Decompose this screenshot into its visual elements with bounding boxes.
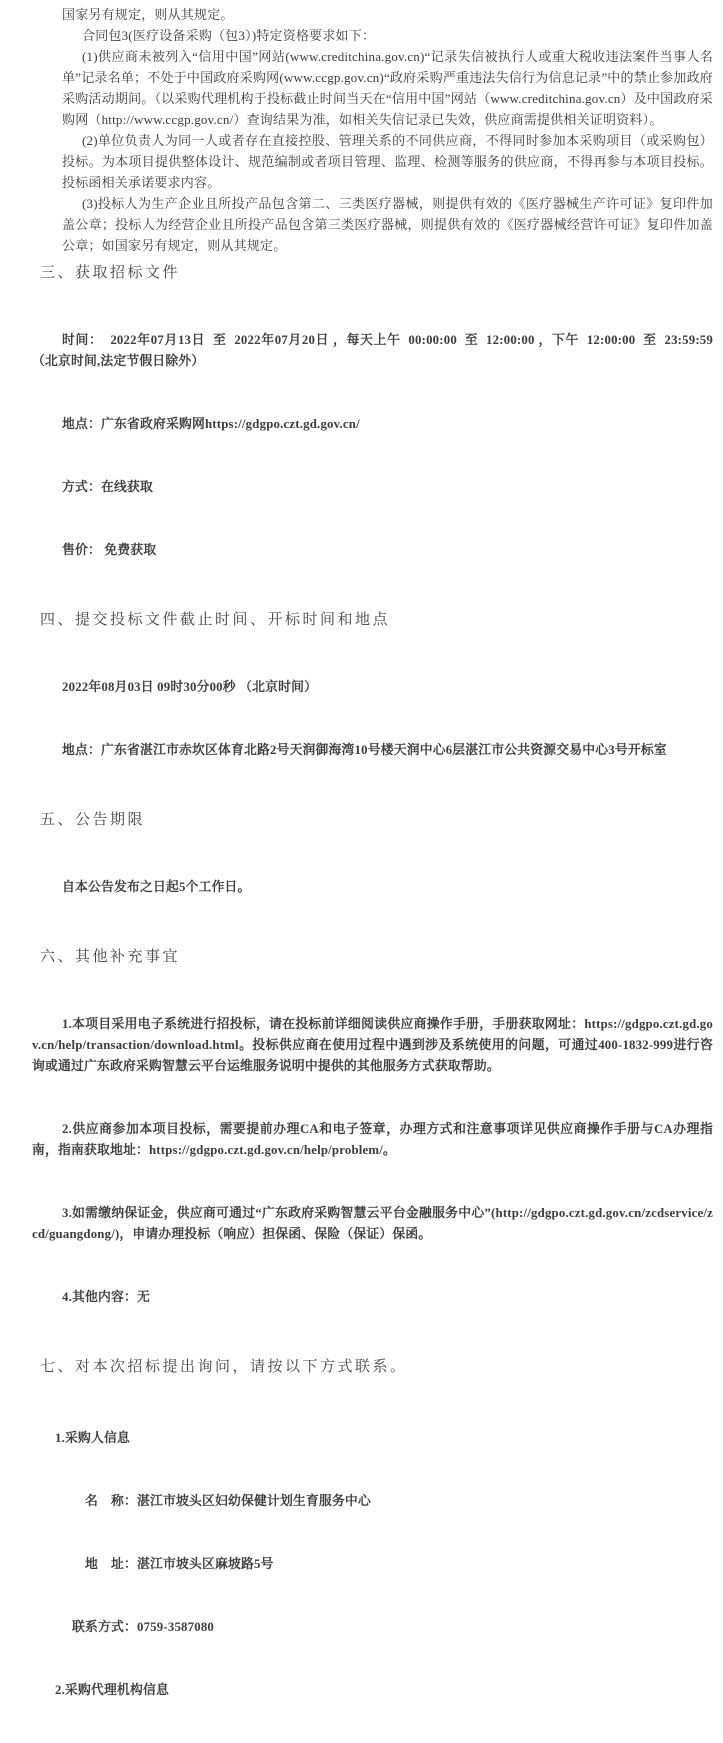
section-heading-obtain-bid-documents: 三、获取招标文件 bbox=[40, 265, 181, 281]
buyer-address-line: 地 址：湛江市坡头区麻坡路5号 bbox=[85, 1557, 274, 1571]
requirement-3-medical-device-license: (3)投标人为生产企业且所投产品包含第二、三类医疗器械，则提供有效的《医疗器械生产许可证》复印件加盖公章；投标人为经营企业且所投产品包含第三类医疗器械，则提供有效的《医疗器械经营许可证》复印件加盖公章；如国家另有规定，则从其规定。 bbox=[62, 196, 713, 253]
section-heading-announcement-period: 五、公告期限 bbox=[40, 812, 146, 828]
obtain-time-line: 时间： 2022年07月13日 至 2022年07月20日 ，每天上午 00:00:00 至 12:00:00 ，下午 12:00:00 至 23:59:59 （北京时间,法定节假日除外） bbox=[32, 333, 717, 368]
other-matters-item-2-ca: 2.供应商参加本项目投标，需要提前办理CA和电子签章，办理方式和注意事项详见供应商操作手册与CA办理指南，指南获取地址：https://gdgpo.czt.gd.gov.cn/help/problem/。 bbox=[32, 1122, 713, 1157]
bid-opening-place-line: 地点：广东省湛江市赤坎区体育北路2号天润御海湾10号楼天润中心6层湛江市公共资源交易中心3号开标室 bbox=[62, 743, 667, 757]
other-matters-item-1-esystem: 1.本项目采用电子系统进行招投标，请在投标前详细阅读供应商操作手册，手册获取网址：https://gdgpo.czt.gd.gov.cn/help/transaction/download.html。投标供应商在使用过程中遇到涉及系统使用的问题，可通过400-1832-999进行咨询或通过广东政府采购智慧云平台运维服务说明中提供的其他服务方式获取帮助。 bbox=[32, 1017, 713, 1073]
agency-info-heading: 2.采购代理机构信息 bbox=[55, 1683, 169, 1697]
buyer-name-line: 名 称：湛江市坡头区妇幼保健计划生育服务中心 bbox=[85, 1494, 371, 1508]
carryover-line: 国家另有规定，则从其规定。 bbox=[62, 7, 234, 22]
buyer-contact-line: 联系方式：0759-3587080 bbox=[72, 1620, 215, 1634]
obtain-method-line: 方式：在线获取 bbox=[62, 480, 153, 494]
package3-requirements-lead: 合同包3(医疗设备采购（包3）)特定资格要求如下： bbox=[82, 28, 376, 43]
requirement-2-same-principal: (2)单位负责人为同一人或者存在直接控股、管理关系的不同供应商，不得同时参加本采购项目（或采购包）投标。为本项目提供整体设计、规范编制或者项目管理、监理、检测等服务的供应商，不得再参与本项目投标。投标函相关承诺要求内容。 bbox=[62, 133, 713, 190]
other-matters-body bbox=[32, 972, 713, 1350]
buyer-info-heading: 1.采购人信息 bbox=[55, 1431, 130, 1445]
section-heading-inquiry-contacts: 七、对本次招标提出询问，请按以下方式联系。 bbox=[40, 1359, 408, 1375]
section-heading-other-matters: 六、其他补充事宜 bbox=[40, 949, 181, 965]
submission-deadline-body bbox=[32, 635, 713, 803]
obtain-place-line: 地点：广东省政府采购网https://gdgpo.czt.gd.gov.cn/ bbox=[62, 417, 360, 431]
announcement-period-line: 自本公告发布之日起5个工作日。 bbox=[62, 880, 251, 894]
other-matters-item-3-guarantee: 3.如需缴纳保证金，供应商可通过“广东政府采购智慧云平台金融服务中心”(http://gdgpo.czt.gd.gov.cn/zcdservice/zcd/guangdong/)，申请办理投标（响应）担保函、保险（保证）保函。 bbox=[32, 1206, 713, 1241]
announcement-period-body bbox=[32, 835, 713, 940]
requirement-1-credit-china: (1)供应商未被列入“信用中国”网站(www.creditchina.gov.cn)“记录失信被执行人或重大税收违法案件当事人名单”记录名单；不处于中国政府采购网(www.ccgp.gov.cn)“政府采购严重违法失信行为信息记录”中的禁止参加政府采购活动期间。（以采购代理机构于投标截止时间当天在“信用中国”网站（www.creditchina.gov.cn）及中国政府采购网（http://www.ccgp.gov.cn/）查询结果为准，如相关失信记录已失效，供应商需提供相关证明资料）。 bbox=[62, 49, 713, 127]
deadline-datetime-line: 2022年08月03日 09时30分00秒 （北京时间） bbox=[62, 680, 318, 694]
other-matters-item-4-none: 4.其他内容：无 bbox=[62, 1290, 150, 1304]
tender-announcement-page bbox=[0, 4, 723, 1697]
obtain-bid-documents-body bbox=[32, 288, 717, 603]
inquiry-contacts-body bbox=[32, 1382, 713, 1743]
obtain-price-line: 售价： 免费获取 bbox=[62, 543, 157, 557]
section-heading-submission-deadline: 四、提交投标文件截止时间、开标时间和地点 bbox=[40, 612, 391, 628]
qualification-requirements-block bbox=[62, 4, 713, 256]
